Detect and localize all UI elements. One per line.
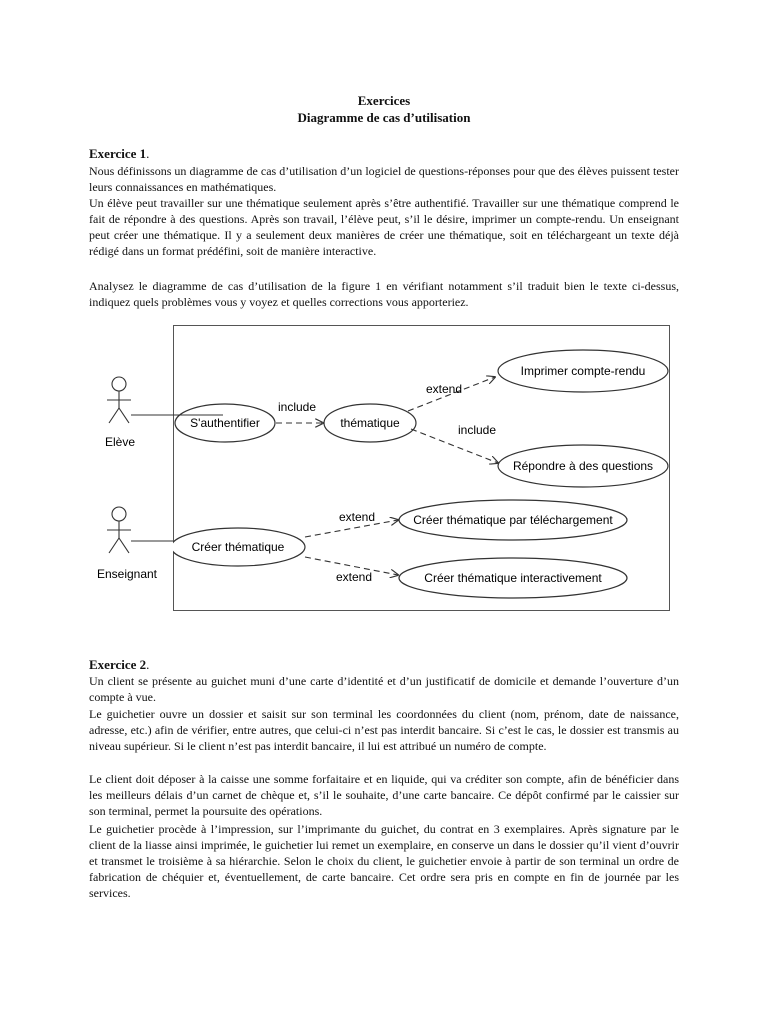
exercise-1-heading-punct: . <box>146 146 150 161</box>
relation-label-create-interactive: extend <box>335 570 373 584</box>
relation-label-auth-theme: include <box>277 400 317 414</box>
exercise-1-paragraph-2: Un élève peut travailler sur une thématique seulement après s’être authentifié. Travailler sur une thématique comprend le fait de répondre à des questions. Après son travail, l’élève peut, s’il le désire, imprimer un compte-rendu. Un enseignant peut créer une thématique. Il y a seulement deux manières de créer une thématique, soit en téléchargeant un texte déjà rédigé dans un format prédéfini, soit de manière interactive. <box>89 196 679 258</box>
document-title: Exercices <box>357 93 411 108</box>
actors-layer <box>80 360 230 600</box>
exercise-1-heading <box>89 146 149 162</box>
usecase-create-theme-label: Créer thématique <box>191 540 285 554</box>
usecase-print-report-label: Imprimer compte-rendu <box>520 364 646 378</box>
usecase-answer-questions-label: Répondre à des questions <box>512 459 654 473</box>
relation-label-theme-print: extend <box>425 382 463 396</box>
relation-label-create-download: extend <box>338 510 376 524</box>
usecase-authenticate-label: S'authentifier <box>190 416 260 430</box>
exercise-2-heading-punct: . <box>146 657 150 672</box>
exercise-2-paragraph-2: Le guichetier ouvre un dossier et saisit sur son terminal les coordonnées du client (nom, prénom, date de naissance, adresse, etc.) afin de vérifier, entre autres, que celui-ci n’est pas interdit bancaire. Si c’est le cas, le dossier est transmis au niveau supérieur. Si le client n’est pas interdit bancaire, il lui est attribué un numéro de compte. <box>89 707 679 753</box>
exercise-2-paragraph-4: Le guichetier procède à l’impression, sur l’imprimante du guichet, du contrat en 3 exemplaires. Après signature par le client de la liasse ainsi imprimée, le guichetier lui remet un exemplaire, en conserve un dans le dossier qu’il vient d’ouvrir et transmet le troisième à sa hiérarchie. Selon le choix du client, le guichetier envoie à partir de son terminal un ordre de fabrication de chéquier et, éventuellement, de carte bancaire. Cet ordre sera pris en compte en fin de journée par les services. <box>89 822 679 900</box>
actor-student-icon <box>107 377 131 423</box>
exercise-1-paragraph-3: Analysez le diagramme de cas d’utilisation de la figure 1 en vérifiant notamment s’il traduit bien le texte ci-dessus, indiquez quels problèmes vous y voyez et quelles corrections vous apporteriez. <box>89 279 679 309</box>
exercise-2-heading <box>89 657 149 673</box>
exercise-2-paragraph-1: Un client se présente au guichet muni d’une carte d’identité et d’un justificatif de domicile et demande l’ouverture d’un compte à vue. <box>89 674 679 704</box>
document-subtitle: Diagramme de cas d’utilisation <box>297 110 471 125</box>
usecase-create-by-download-label: Créer thématique par téléchargement <box>413 513 613 527</box>
use-case-diagram-svg <box>173 325 670 611</box>
actor-student-label: Elève <box>104 435 136 449</box>
usecase-theme-label: thématique <box>340 416 400 430</box>
exercise-2-heading-text: Exercice 2 <box>89 657 147 672</box>
actor-teacher-icon <box>107 507 131 553</box>
relation-label-theme-answer: include <box>457 423 497 437</box>
actor-teacher-label: Enseignant <box>96 567 158 581</box>
use-case-diagram <box>173 325 670 611</box>
usecase-create-interactive-label: Créer thématique interactivement <box>424 571 602 585</box>
exercise-1-paragraph-1: Nous définissons un diagramme de cas d’utilisation d’un logiciel de questions-réponses pour que des élèves puissent tester leurs connaissances en mathématiques. <box>89 164 679 194</box>
exercise-1-heading-text: Exercice 1 <box>89 146 147 161</box>
exercise-2-paragraph-3: Le client doit déposer à la caisse une somme forfaitaire et en liquide, qui va créditer son compte, afin de bénéficier dans les meilleurs délais d’un carnet de chèque et, s’il le souhaite, d’une carte bancaire. Ce dépôt confirmé par le caissier sur son terminal, permet la poursuite des opérations. <box>89 772 679 818</box>
